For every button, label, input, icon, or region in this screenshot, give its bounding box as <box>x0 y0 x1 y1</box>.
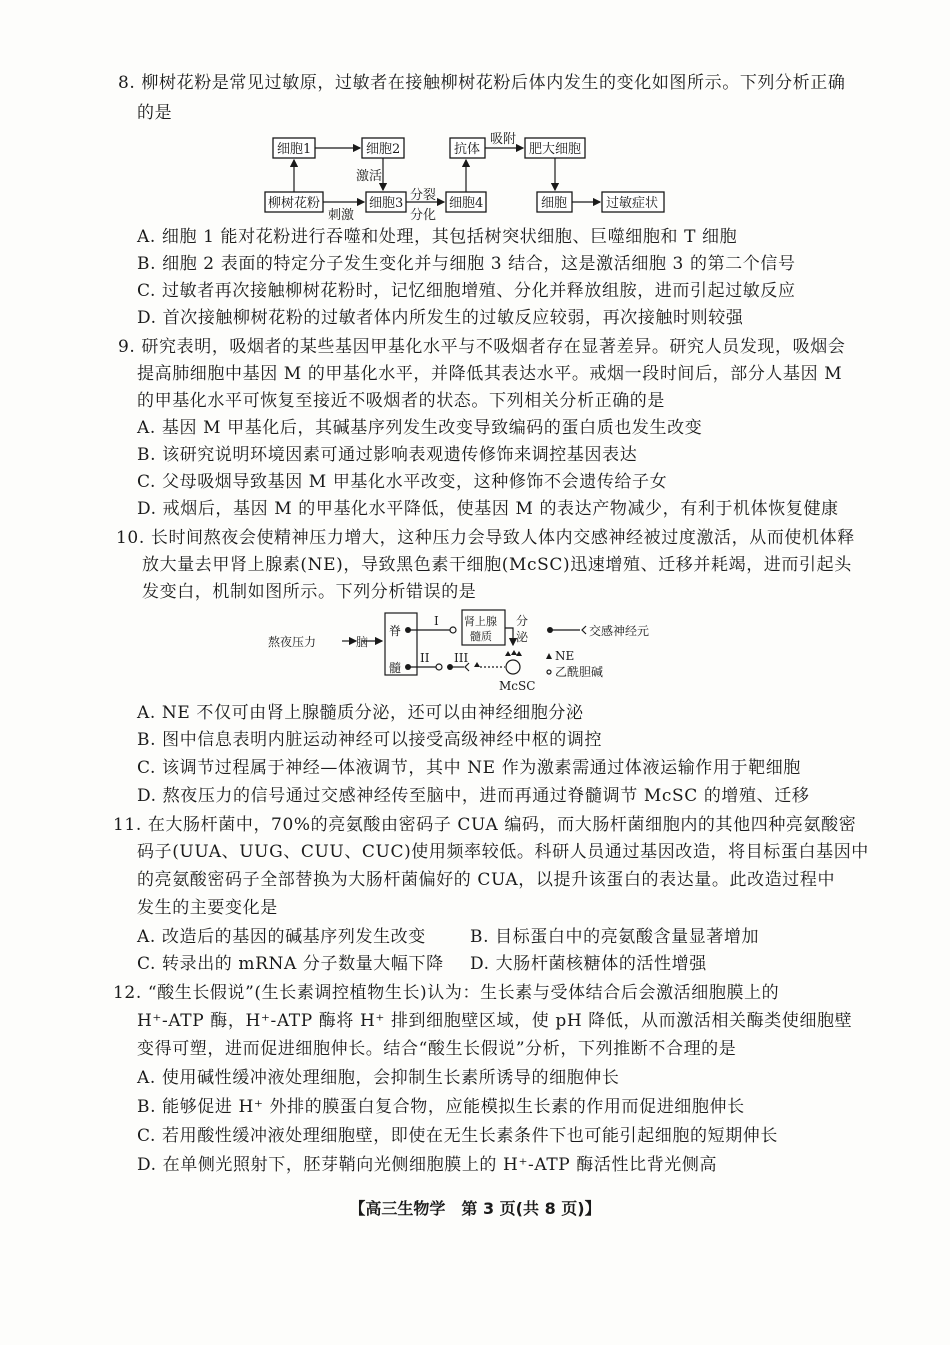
mcsc-cell <box>506 660 520 674</box>
label-activate: 激活 <box>356 169 383 184</box>
q8-stem-line: 的是 <box>137 103 173 123</box>
q10-mechanism-diagram <box>0 600 950 700</box>
label-pathway-3: III <box>454 651 469 665</box>
q11-stem-line: 发生的主要变化是 <box>137 898 278 918</box>
label-cell1: 细胞1 <box>277 142 312 157</box>
label-cell4: 细胞4 <box>449 196 484 211</box>
label-mast-cell: 肥大细胞 <box>529 142 582 157</box>
label-stress: 熬夜压力 <box>268 635 317 649</box>
q12-stem-line: 12. “酸生长假说”(生长素调控植物生长)认为：生长素与受体结合后会激活细胞膜上的 <box>113 983 780 1003</box>
label-stimulate: 刺激 <box>328 208 355 223</box>
q12-stem-line: 变得可塑，进而促进细胞伸长。结合“酸生长假说”分析，下列推断不合理的是 <box>137 1039 737 1059</box>
q9-option-b: B. 该研究说明环境因素可通过影响表观遗传修饰来调控基因表达 <box>137 445 638 465</box>
q11-option-c: C. 转录出的 mRNA 分子数量大幅下降 <box>137 954 444 974</box>
q8-option-a: A. 细胞 1 能对花粉进行吞噬和处理，其包括树突状细胞、巨噬细胞和 T 细胞 <box>137 227 738 247</box>
ne-triangle <box>474 662 480 667</box>
label-antibody: 抗体 <box>454 142 481 157</box>
ne-triangles <box>505 650 522 656</box>
q8-option-d: D. 首次接触柳树花粉的过敏者体内所发生的过敏反应较弱，再次接触时则较强 <box>137 308 744 328</box>
label-divide: 分裂 <box>410 188 437 203</box>
label-adrenal-1: 肾上腺 <box>464 615 497 628</box>
q8-stem-line: 8. 柳树花粉是常见过敏原，过敏者在接触柳树花粉后体内发生的变化如图所示。下列分析正确 <box>118 73 846 93</box>
q12-option-b: B. 能够促进 H⁺ 外排的膜蛋白复合物，应能模拟生长素的作用而促进细胞伸长 <box>137 1097 745 1117</box>
label-adsorb: 吸附 <box>490 132 517 147</box>
q12-option-c: C. 若用酸性缓冲液处理细胞壁，即使在无生长素条件下也可能引起细胞的短期伸长 <box>137 1126 779 1146</box>
label-symptom: 过敏症状 <box>606 196 659 211</box>
label-cell: 细胞 <box>541 196 568 211</box>
q10-stem-line: 发变白，机制如图所示。下列分析错误的是 <box>142 582 477 602</box>
legend-neuron: 交感神经元 <box>589 624 650 638</box>
label-secrete-1: 分 <box>516 614 529 628</box>
label-pollen: 柳树花粉 <box>268 196 321 211</box>
q9-option-d: D. 戒烟后，基因 M 的甲基化水平降低，使基因 M 的表达产物减少，有利于机体恢复健康 <box>137 499 839 519</box>
q11-option-a: A. 改造后的基因的碱基序列发生改变 <box>137 927 426 947</box>
q12-option-a: A. 使用碱性缓冲液处理细胞，会抑制生长素所诱导的细胞伸长 <box>137 1068 620 1088</box>
label-brain: 脑 <box>356 635 369 649</box>
q10-option-d: D. 熬夜压力的信号通过交感神经传至脑中，进而再通过脊髓调节 McSC 的增殖、迁移 <box>137 786 810 806</box>
q10-stem-line: 放大量去甲肾上腺素(NE)，导致黑色素干细胞(McSC)迅速增殖、迁移并耗竭，进而引起头 <box>142 555 852 575</box>
q11-stem-line: 11. 在大肠杆菌中，70%的亮氨酸由密码子 CUA 编码，而大肠杆菌细胞内的其他四种亮氨酸密 <box>113 815 857 835</box>
page-footer: 【高三生物学 第 3 页(共 8 页)】 <box>349 1199 601 1218</box>
q12-option-d: D. 在单侧光照射下，胚芽鞘向光侧细胞膜上的 H⁺-ATP 酶活性比背光侧高 <box>137 1155 718 1175</box>
label-adrenal-2: 髓质 <box>470 630 492 643</box>
q8-option-c: C. 过敏者再次接触柳树花粉时，记忆细胞增殖、分化并释放组胺，进而引起过敏反应 <box>137 281 796 301</box>
q11-option-b: B. 目标蛋白中的亮氨酸含量显著增加 <box>470 927 760 947</box>
q9-stem-line: 的甲基化水平可恢复至接近不吸烟者的状态。下列相关分析正确的是 <box>137 391 665 411</box>
label-differentiate: 分化 <box>410 208 437 223</box>
q10-option-a: A. NE 不仅可由肾上腺髓质分泌，还可以由神经细胞分泌 <box>137 703 584 723</box>
q9-option-c: C. 父母吸烟导致基因 M 甲基化水平改变，这种修饰不会遗传给子女 <box>137 472 668 492</box>
q10-option-b: B. 图中信息表明内脏运动神经可以接受高级神经中枢的调控 <box>137 730 603 750</box>
q12-stem-line: H⁺-ATP 酶，H⁺-ATP 酶将 H⁺ 排到细胞壁区域，使 pH 降低，从而激活相关酶类使细胞壁 <box>137 1011 853 1031</box>
q8-option-b: B. 细胞 2 表面的特定分子发生变化并与细胞 3 结合，这是激活细胞 3 的第二个信号 <box>137 254 796 274</box>
q10-option-c: C. 该调节过程属于神经—体液调节，其中 NE 作为激素需通过体液运输作用于靶细胞 <box>137 758 801 778</box>
q9-stem-line: 提高肺细胞中基因 M 的甲基化水平，并降低其表达水平。戒烟一段时间后，部分人基因 M <box>137 364 843 384</box>
label-cell2: 细胞2 <box>366 142 401 157</box>
q8-allergy-diagram <box>0 0 950 240</box>
q9-option-a: A. 基因 M 甲基化后，其碱基序列发生改变导致编码的蛋白质也发生改变 <box>137 418 703 438</box>
label-pathway-2: II <box>420 651 430 665</box>
legend-ne: NE <box>555 649 575 663</box>
q10-stem-line: 10. 长时间熬夜会使精神压力增大，这种压力会导致人体内交感神经被过度激活，从而使机体释 <box>116 528 855 548</box>
label-spine-top: 脊 <box>389 624 402 638</box>
q9-stem-line: 9. 研究表明，吸烟者的某些基因甲基化水平与不吸烟者存在显著差异。研究人员发现，吸烟会 <box>118 337 846 357</box>
legend-ach: 乙酰胆碱 <box>555 665 604 679</box>
label-secrete-2: 泌 <box>516 630 529 644</box>
legend-ne-icon <box>546 653 552 659</box>
q11-option-d: D. 大肠杆菌核糖体的活性增强 <box>470 954 707 974</box>
label-mcsc: McSC <box>499 679 536 693</box>
q11-stem-line: 码子(UUA、UUG、CUU、CUC)使用频率较低。科研人员通过基因改造，将目标蛋白基因中 <box>137 842 869 862</box>
q11-stem-line: 的亮氨酸密码子全部替换为大肠杆菌偏好的 CUA，以提升该蛋白的表达量。此改造过程中 <box>137 870 836 890</box>
label-pathway-1: I <box>434 614 439 628</box>
label-spine-bottom: 髓 <box>389 661 402 675</box>
label-cell3: 细胞3 <box>369 196 404 211</box>
